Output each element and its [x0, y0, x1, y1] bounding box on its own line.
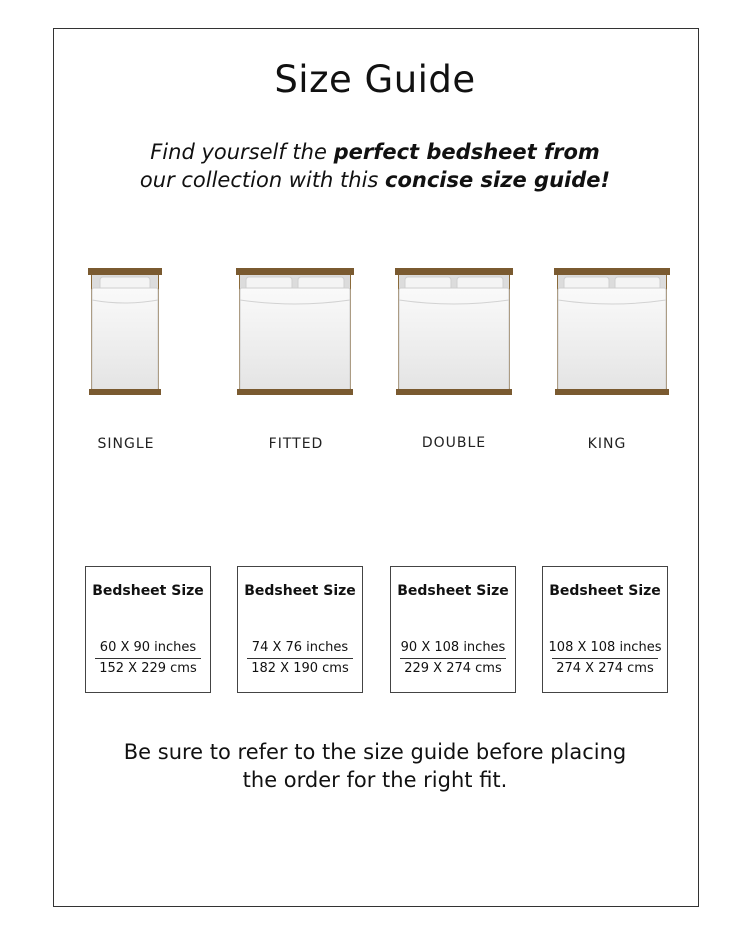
- card-heading: Bedsheet Size: [549, 583, 661, 599]
- footer-note-line-2: the order for the right fit.: [242, 768, 508, 792]
- subtitle-line-1: [0, 140, 750, 164]
- bed-label-king: KING: [587, 436, 627, 452]
- size-card-fitted: [237, 566, 363, 693]
- card-divider: [95, 658, 201, 659]
- subtitle-bold-2: concise size guide!: [385, 168, 611, 192]
- card-divider: [400, 658, 506, 659]
- subtitle-line-2: [0, 168, 750, 192]
- card-cms: 182 X 190 cms: [251, 661, 349, 676]
- card-inches: 90 X 108 inches: [400, 640, 506, 655]
- card-heading: Bedsheet Size: [92, 583, 204, 599]
- size-card-single: [85, 566, 211, 693]
- footer-note-line-1: Be sure to refer to the size guide before placing: [123, 740, 627, 764]
- page-title: Size Guide: [274, 58, 476, 101]
- card-heading: Bedsheet Size: [397, 583, 509, 599]
- bed-label-single: SINGLE: [97, 436, 155, 452]
- bed-label-double: DOUBLE: [421, 435, 487, 451]
- card-divider: [552, 658, 658, 659]
- subtitle-bold-1: perfect bedsheet from: [333, 140, 600, 164]
- card-inches: 60 X 90 inches: [99, 640, 197, 655]
- bed-label-fitted: FITTED: [268, 436, 324, 452]
- card-cms: 229 X 274 cms: [404, 661, 502, 676]
- bed-double-icon: [395, 266, 513, 398]
- subtitle-plain-2: our collection with this: [139, 168, 386, 192]
- subtitle-plain-1: Find yourself the: [150, 140, 334, 164]
- bed-king-icon: [554, 266, 670, 398]
- card-inches: 108 X 108 inches: [548, 640, 662, 655]
- card-cms: 152 X 229 cms: [99, 661, 197, 676]
- bed-fitted-icon: [236, 266, 354, 398]
- card-divider: [247, 658, 353, 659]
- card-inches: 74 X 76 inches: [251, 640, 349, 655]
- bed-single-icon: [88, 266, 162, 398]
- size-card-double: [390, 566, 516, 693]
- card-heading: Bedsheet Size: [244, 583, 356, 599]
- size-card-king: [542, 566, 668, 693]
- card-cms: 274 X 274 cms: [556, 661, 654, 676]
